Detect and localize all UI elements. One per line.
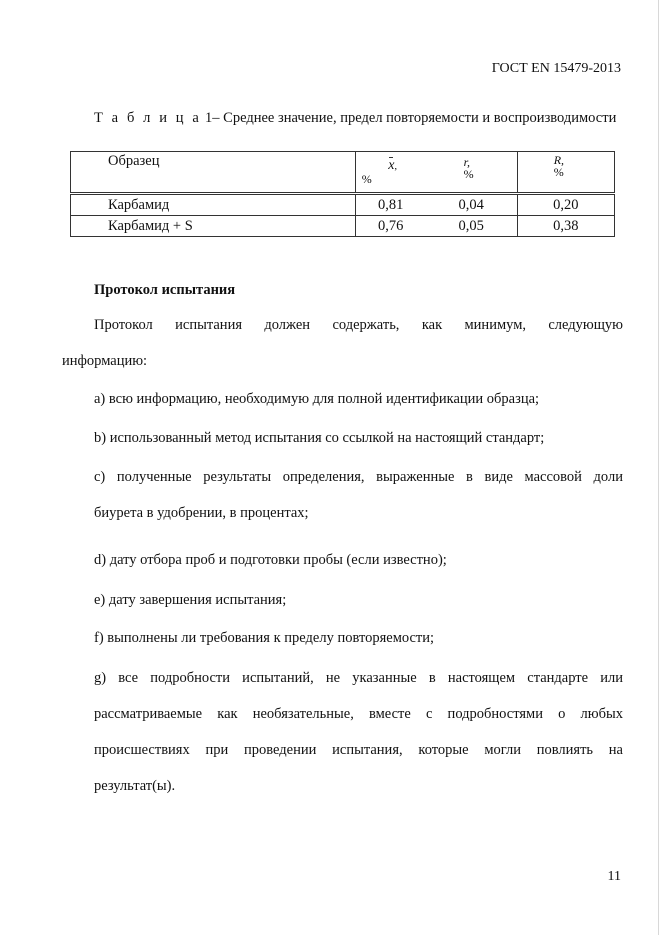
item-f: f) выполнены ли требования к пределу повторяемости; — [94, 630, 435, 646]
item-d: d) дату отбора проб и подготовки пробы (если известно); — [94, 552, 447, 568]
header-sample — [71, 152, 356, 194]
item-g-line-2: рассматриваемые как необязательные, вместе с подробностями о любых — [94, 706, 623, 722]
cell-sample: Карбамид — [71, 194, 356, 216]
mean-symbol: x — [388, 158, 395, 173]
R-unit: % — [553, 165, 564, 179]
table-caption — [94, 110, 616, 127]
header-mean — [355, 152, 425, 194]
item-c-line-2: биурета в удобрении, в процентах; — [94, 505, 309, 521]
results-table — [70, 151, 615, 237]
header-R — [517, 152, 614, 194]
table-row — [71, 216, 615, 237]
table-caption-text: 1– Среднее значение, предел повторяемости и воспроизводимости — [201, 110, 617, 126]
table-header-row — [71, 152, 615, 194]
table-caption-label: Т а б л и ц а — [94, 110, 202, 126]
cell-R: 0,38 — [517, 216, 614, 237]
R-symbol: R, — [553, 153, 565, 167]
section-title: Протокол испытания — [94, 282, 236, 298]
cell-sample: Карбамид + S — [71, 216, 356, 237]
item-e: e) дату завершения испытания; — [94, 592, 287, 608]
intro-line-2: информацию: — [62, 353, 148, 369]
page-number: 11 — [607, 869, 621, 884]
item-a: a) всю информацию, необходимую для полной идентификации образца; — [94, 391, 540, 407]
item-g-line-1: g) все подробности испытаний, не указанные в настоящем стандарте или — [94, 670, 623, 686]
r-unit: % — [463, 167, 474, 181]
cell-R: 0,20 — [517, 194, 614, 216]
item-g-line-4: результат(ы). — [94, 778, 176, 794]
item-g-line-3: происшествиях при проведении испытания, которые могли повлиять на — [94, 742, 623, 758]
item-c-line-1: c) полученные результаты определения, выраженные в виде массовой доли — [94, 469, 623, 485]
page-edge — [658, 0, 659, 935]
mean-unit: % — [361, 172, 372, 186]
intro-line-1: Протокол испытания должен содержать, как минимум, следующую — [94, 317, 623, 333]
table-row — [71, 194, 615, 216]
cell-r: 0,04 — [426, 194, 518, 216]
item-b: b) использованный метод испытания со ссылкой на настоящий стандарт; — [94, 430, 545, 446]
header-sample-label: Образец — [108, 153, 160, 169]
cell-r: 0,05 — [426, 216, 518, 237]
document-code: ГОСТ EN 15479-2013 — [491, 61, 621, 76]
r-symbol: r, — [463, 155, 470, 169]
cell-mean: 0,81 — [355, 194, 425, 216]
mean-separator: , — [394, 160, 398, 172]
cell-mean: 0,76 — [355, 216, 425, 237]
header-r — [426, 152, 518, 194]
